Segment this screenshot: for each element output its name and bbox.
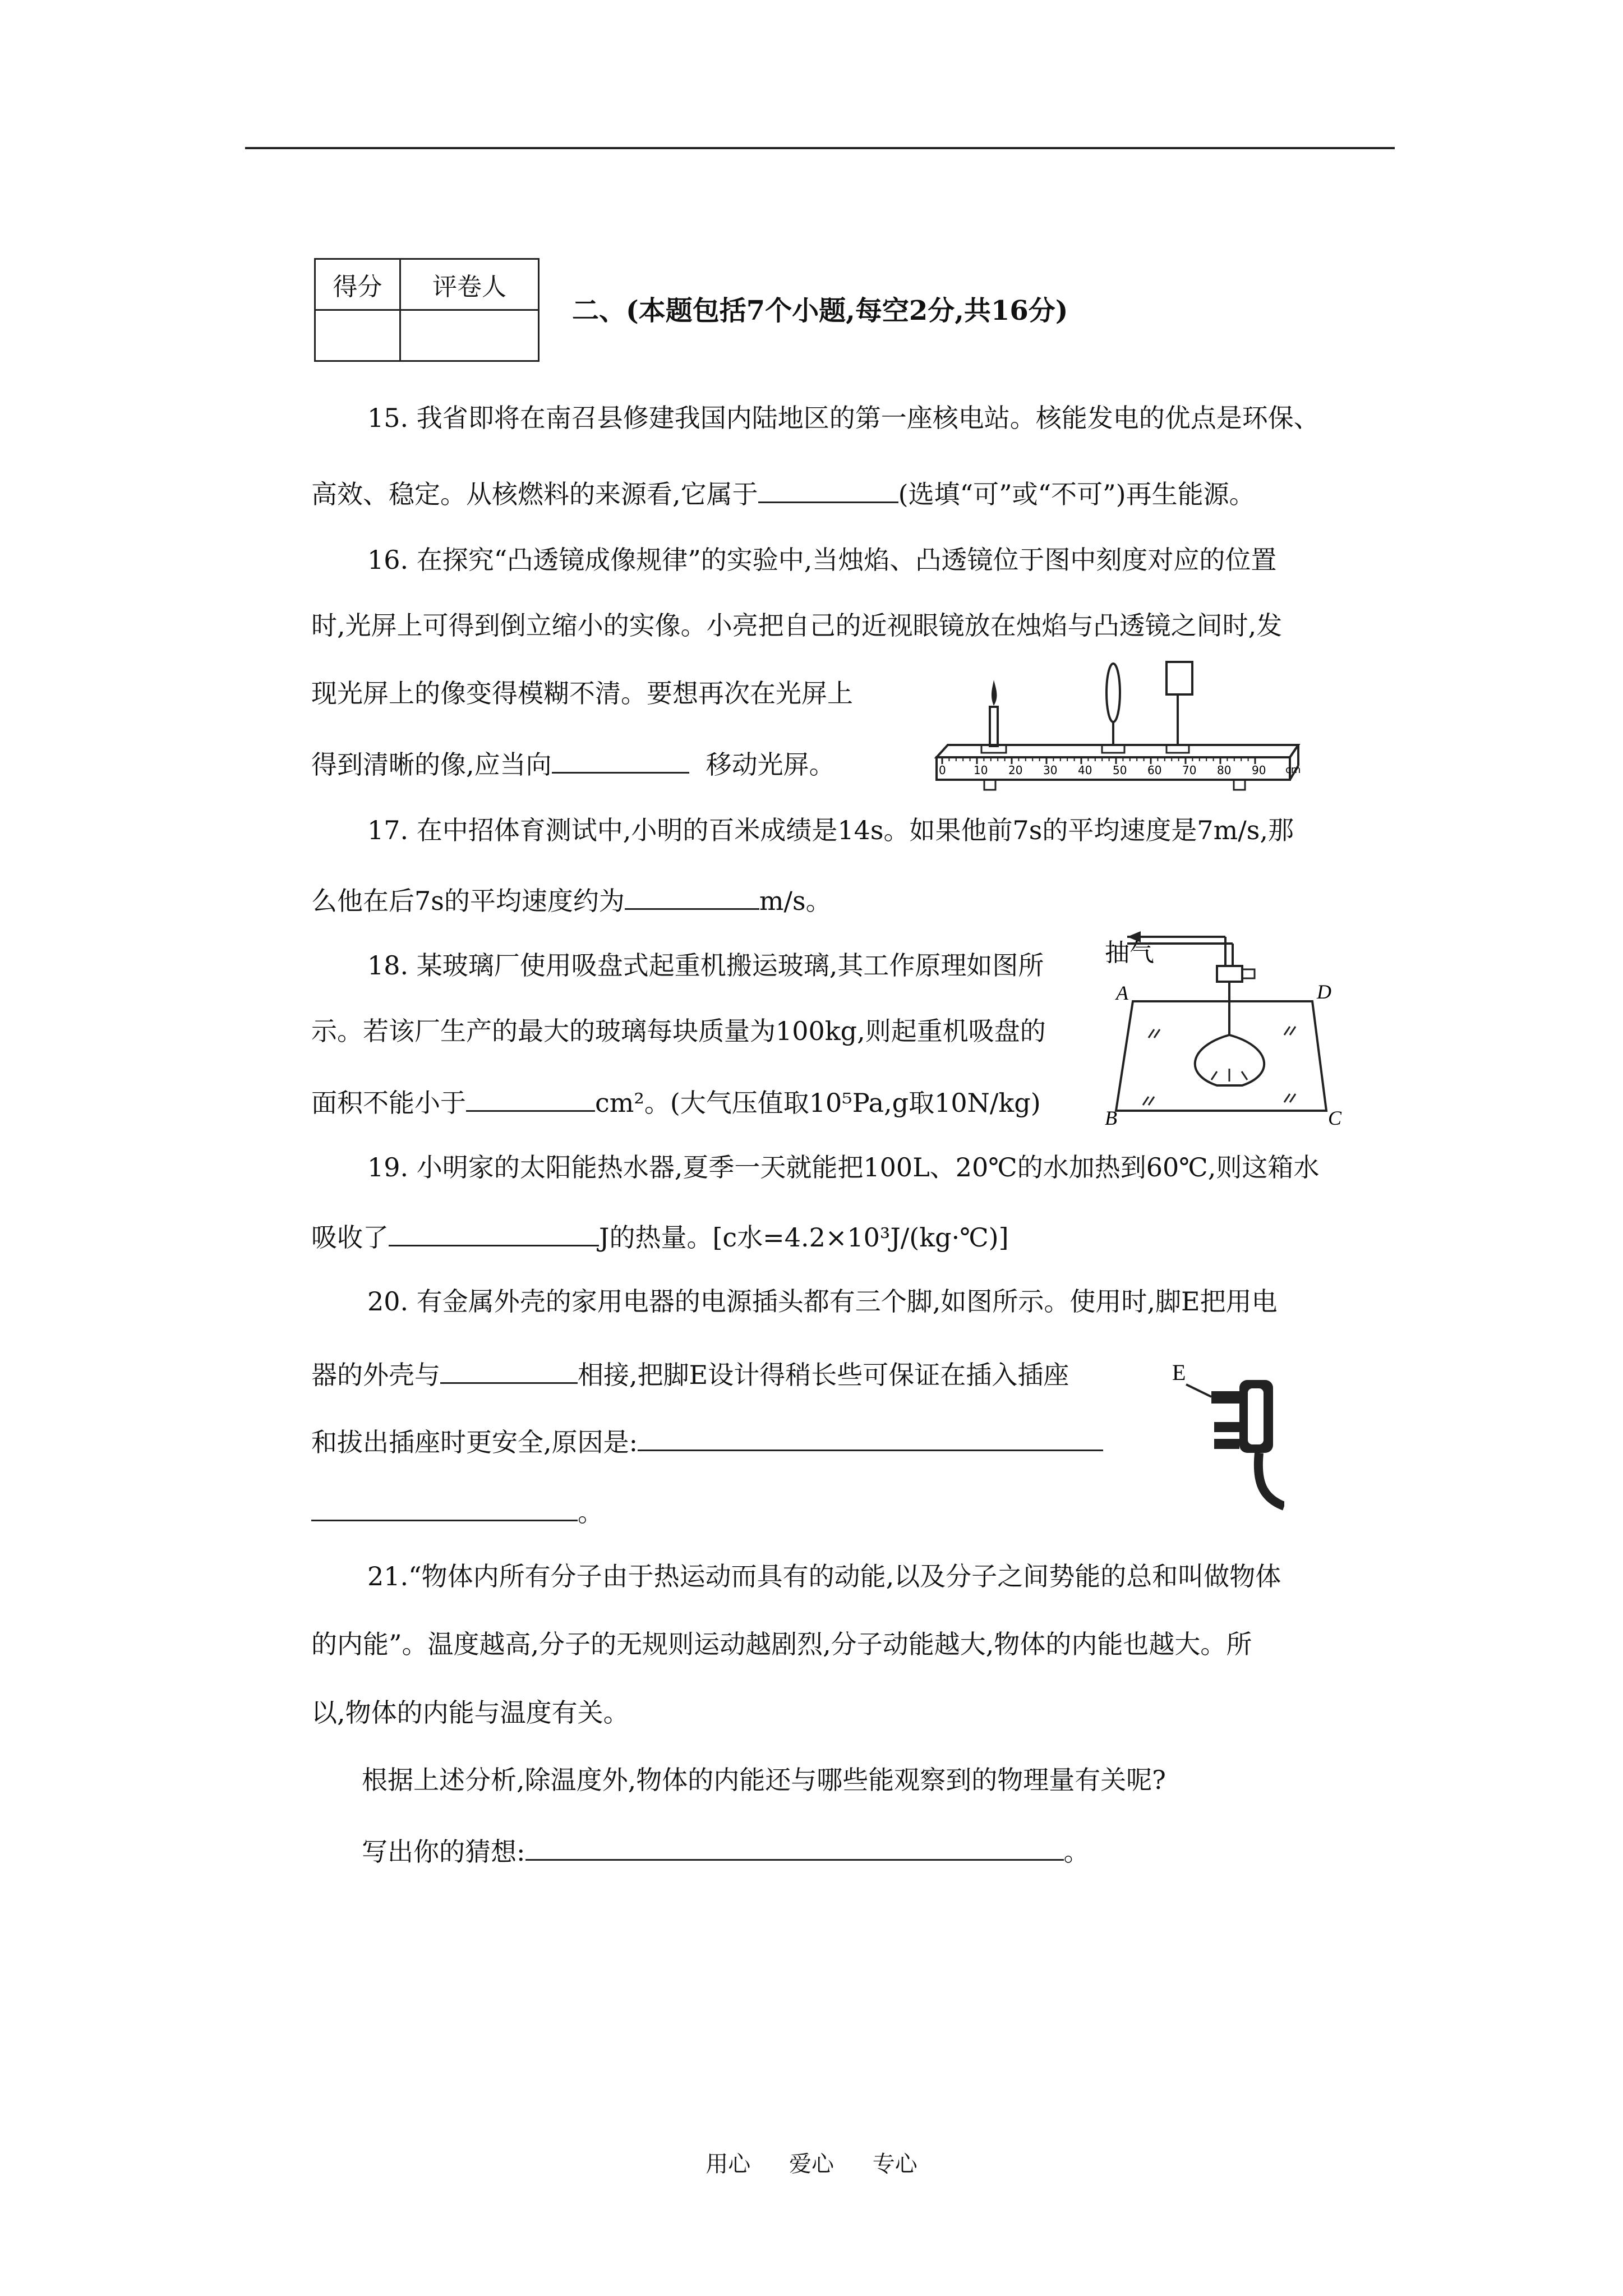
q18-line3: [311, 1085, 1041, 1116]
q21-answer-blank[interactable]: [525, 1834, 1064, 1861]
pin-e-label: E: [1172, 1360, 1186, 1385]
page-footer: [0, 2146, 1623, 2178]
corner-b: B: [1105, 1107, 1117, 1128]
grader-header: 评卷人: [400, 259, 539, 310]
q15-line2: [311, 477, 1255, 507]
q20-line4: [311, 1495, 603, 1525]
suction-crane-figure: [1105, 926, 1357, 1128]
q21-line5: [362, 1834, 1090, 1865]
q21-text-a: 写出你的猜想:: [362, 1837, 525, 1867]
ruler-tick-label: 50: [1113, 763, 1127, 777]
q16-line1: 16. 在探究“凸透镜成像规律”的实验中,当烛焰、凸透镜位于图中刻度对应的位置: [367, 545, 1277, 575]
q20-text-c: 和拔出插座时更安全,原因是:: [311, 1427, 638, 1457]
q17-text-a: 么他在后7s的平均速度约为: [311, 886, 625, 916]
ruler-tick-label: 90: [1252, 763, 1266, 777]
ruler-tick-label: 10: [974, 763, 988, 777]
footer-word-2: 爱心: [789, 2151, 834, 2177]
q19-answer-blank[interactable]: [389, 1220, 599, 1246]
ruler-unit: cm: [1285, 764, 1301, 776]
score-table: [314, 258, 540, 362]
ruler-tick-label: 80: [1217, 763, 1232, 777]
air-label: 抽气: [1105, 939, 1154, 967]
q16-text-a: 得到清晰的像,应当向: [311, 749, 552, 780]
corner-a: A: [1116, 982, 1128, 1004]
q21-line1: 21.“物体内所有分子由于热运动而具有的动能,以及分子之间势能的总和叫做物体: [367, 1561, 1281, 1591]
q15-text-b: (选填“可”或“不可”)再生能源。: [898, 479, 1255, 509]
section-title: 二、(本题包括7个小题,每空2分,共16分): [572, 295, 1068, 326]
q15-answer-blank[interactable]: [758, 477, 898, 503]
score-cell[interactable]: [315, 310, 400, 361]
corner-d: D: [1317, 981, 1331, 1003]
q21-line3: 以,物体的内能与温度有关。: [311, 1697, 629, 1728]
q19-line1: 19. 小明家的太阳能热水器,夏季一天就能把100L、20℃的水加热到60℃,则这箱水: [367, 1152, 1320, 1182]
q20-text-b: 相接,把脚E设计得稍长些可保证在插入插座: [578, 1360, 1069, 1390]
q21-line4: 根据上述分析,除温度外,物体的内能还与哪些能观察到的物理量有关呢?: [362, 1765, 1166, 1795]
three-pin-plug-figure: [1172, 1358, 1284, 1515]
q21-text-end: 。: [1063, 1837, 1090, 1867]
q15-text-a: 高效、稳定。从核燃料的来源看,它属于: [311, 479, 758, 509]
ruler-tick-label: 40: [1078, 763, 1092, 777]
q20-answer-blank-3[interactable]: [311, 1495, 578, 1521]
q18-line2: 示。若该厂生产的最大的玻璃每块质量为100kg,则起重机吸盘的: [311, 1016, 1046, 1046]
q19-text-b: J的热量。[c水=4.2×10³J/(kg·℃)]: [599, 1222, 1009, 1253]
q16-line4: [311, 747, 835, 780]
ruler-tick-label: 70: [1182, 763, 1197, 777]
q19-line2: [311, 1220, 1009, 1253]
ruler-tick-label: 30: [1043, 763, 1058, 777]
ruler-tick-label: 20: [1008, 763, 1023, 777]
q17-text-b: m/s。: [759, 886, 832, 916]
ruler-tick-label: 60: [1147, 763, 1162, 777]
header-rule: [245, 147, 1395, 149]
q15-line1: 15. 我省即将在南召县修建我国内陆地区的第一座核电站。核能发电的优点是环保、: [367, 403, 1320, 433]
q18-text-b: cm²。(大气压值取10⁵Pa,g取10N/kg): [595, 1088, 1041, 1118]
q20-line3: [311, 1425, 1103, 1455]
q17-answer-blank[interactable]: [625, 884, 759, 910]
ruler-tick-label: 0: [939, 763, 946, 777]
q19-text-a: 吸收了: [311, 1222, 389, 1253]
q20-text-a: 器的外壳与: [311, 1360, 440, 1390]
q18-line1: 18. 某玻璃厂使用吸盘式起重机搬运玻璃,其工作原理如图所: [367, 950, 1044, 981]
optical-bench-figure: [931, 645, 1301, 791]
q20-line2: [311, 1358, 1069, 1388]
grader-cell[interactable]: [400, 310, 539, 361]
score-header: 得分: [315, 259, 400, 310]
q16-line2: 时,光屏上可得到倒立缩小的实像。小亮把自己的近视眼镜放在烛焰与凸透镜之间时,发: [311, 610, 1283, 641]
q17-line1: 17. 在中招体育测试中,小明的百米成绩是14s。如果他前7s的平均速度是7m/s,那: [367, 815, 1294, 845]
q20-answer-blank-1[interactable]: [440, 1358, 578, 1384]
q18-text-a: 面积不能小于: [311, 1088, 466, 1118]
corner-c: C: [1328, 1107, 1342, 1128]
q20-line1: 20. 有金属外壳的家用电器的电源插头都有三个脚,如图所示。使用时,脚E把用电: [367, 1286, 1278, 1317]
q20-text-end: 。: [578, 1497, 603, 1527]
q21-line2: 的内能”。温度越高,分子的无规则运动越剧烈,分子动能越大,物体的内能也越大。所: [311, 1629, 1252, 1659]
footer-word-1: 用心: [706, 2151, 751, 2177]
footer-word-3: 专心: [872, 2151, 917, 2177]
q16-line3: 现光屏上的像变得模糊不清。要想再次在光屏上: [311, 678, 853, 708]
q17-line2: [311, 884, 832, 914]
q18-answer-blank[interactable]: [466, 1085, 595, 1112]
q16-answer-blank[interactable]: [552, 747, 689, 774]
q16-text-b: 移动光屏。: [706, 749, 835, 780]
q20-answer-blank-2[interactable]: [638, 1425, 1103, 1451]
